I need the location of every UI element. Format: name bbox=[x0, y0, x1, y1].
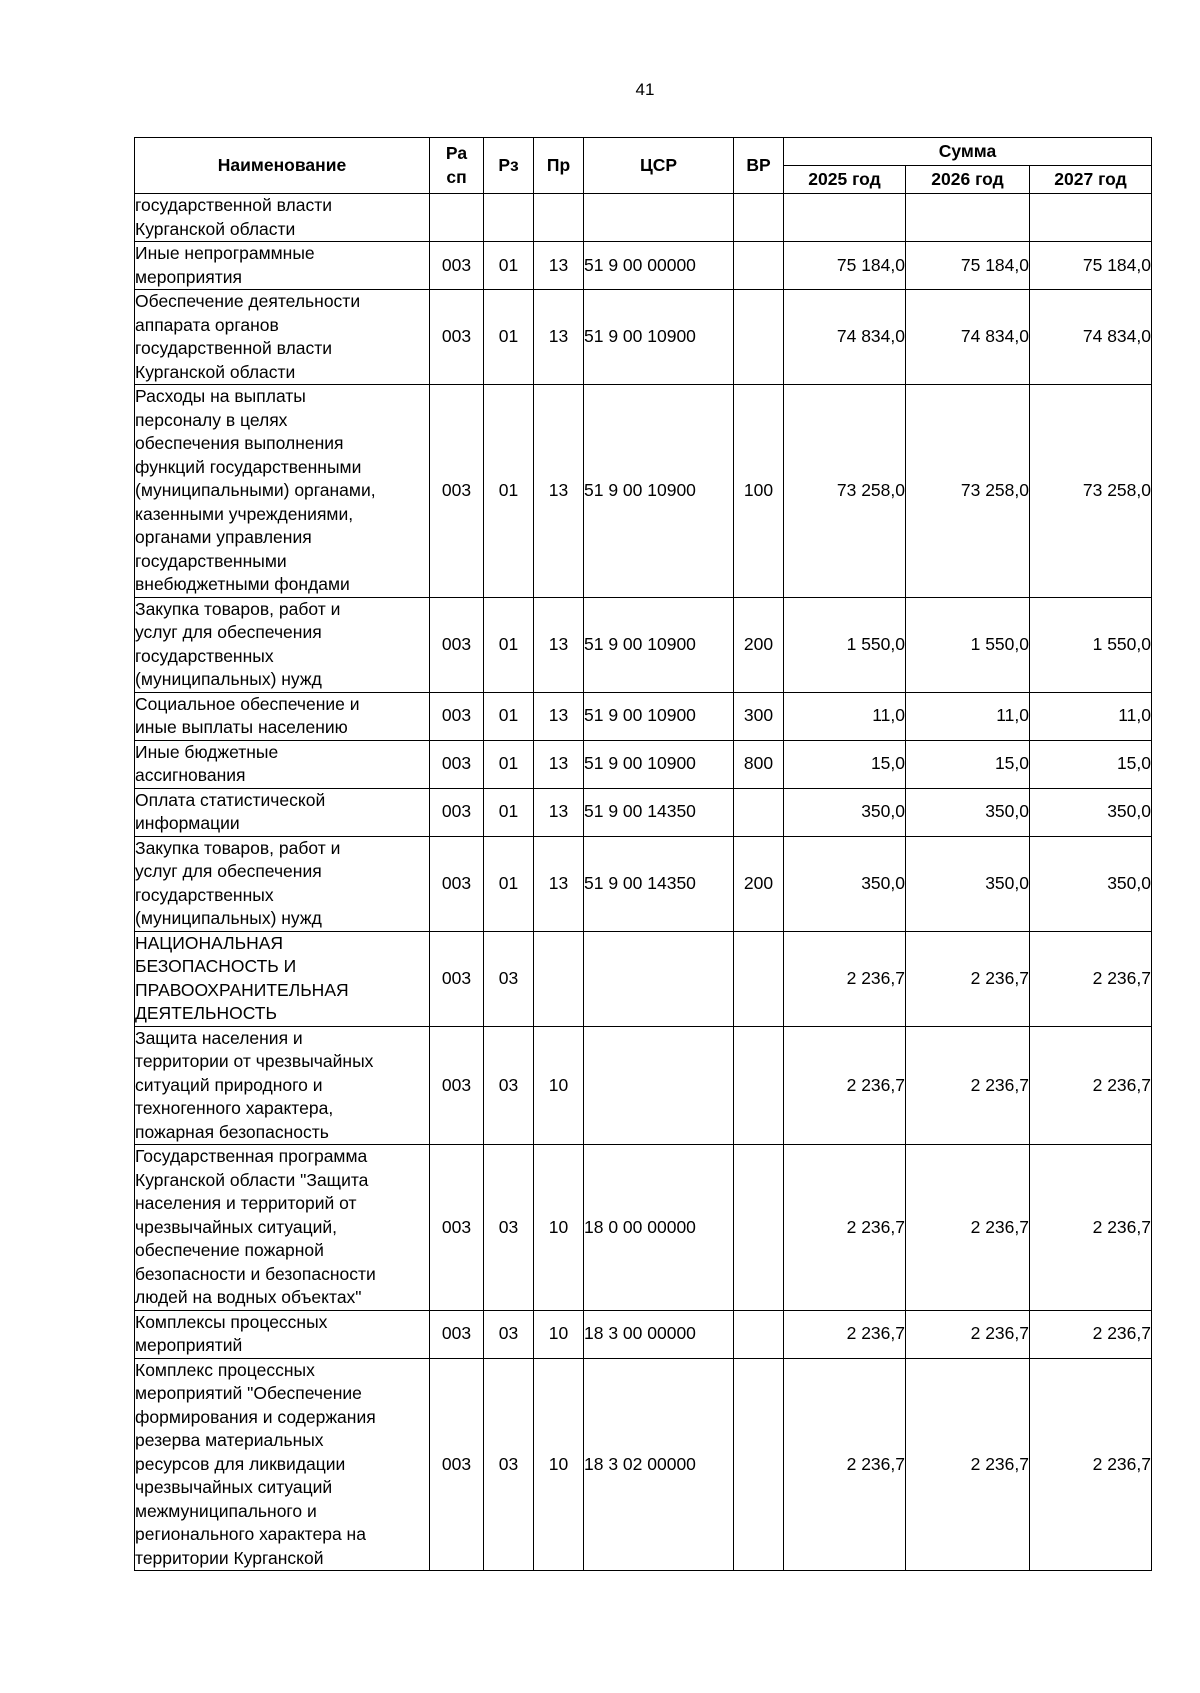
row-sum-2025: 15,0 bbox=[784, 740, 906, 788]
table-row bbox=[135, 788, 1152, 836]
row-rz: 01 bbox=[484, 740, 534, 788]
row-rasp: 003 bbox=[430, 931, 484, 1026]
row-csr bbox=[584, 194, 734, 242]
row-vr: 800 bbox=[734, 740, 784, 788]
header-rasp: Ра сп bbox=[430, 138, 484, 194]
row-rz: 03 bbox=[484, 1026, 534, 1145]
row-rasp: 003 bbox=[430, 385, 484, 598]
row-name: НАЦИОНАЛЬНАЯ БЕЗОПАСНОСТЬ И ПРАВООХРАНИТЕЛЬНАЯ ДЕЯТЕЛЬНОСТЬ bbox=[135, 931, 430, 1026]
row-sum-2027: 15,0 bbox=[1030, 740, 1152, 788]
row-rasp: 003 bbox=[430, 788, 484, 836]
row-csr: 51 9 00 14350 bbox=[584, 788, 734, 836]
row-sum-2026: 1 550,0 bbox=[906, 597, 1030, 692]
header-name: Наименование bbox=[135, 138, 430, 194]
row-rz: 01 bbox=[484, 290, 534, 385]
table-row bbox=[135, 740, 1152, 788]
row-sum-2025 bbox=[784, 194, 906, 242]
row-sum-2027 bbox=[1030, 194, 1152, 242]
header-rz: Рз bbox=[484, 138, 534, 194]
row-sum-2026: 15,0 bbox=[906, 740, 1030, 788]
row-pr: 10 bbox=[534, 1358, 584, 1571]
row-pr: 10 bbox=[534, 1145, 584, 1311]
row-pr: 13 bbox=[534, 788, 584, 836]
row-sum-2025: 350,0 bbox=[784, 788, 906, 836]
header-year-2026: 2026 год bbox=[906, 166, 1030, 194]
row-name: Закупка товаров, работ и услуг для обеспечения государственных (муниципальных) нужд bbox=[135, 836, 430, 931]
row-csr: 51 9 00 14350 bbox=[584, 836, 734, 931]
row-sum-2026: 350,0 bbox=[906, 788, 1030, 836]
row-vr bbox=[734, 1145, 784, 1311]
row-csr: 51 9 00 10900 bbox=[584, 597, 734, 692]
row-sum-2025: 75 184,0 bbox=[784, 242, 906, 290]
row-rasp: 003 bbox=[430, 740, 484, 788]
row-sum-2025: 2 236,7 bbox=[784, 1358, 906, 1571]
table-row bbox=[135, 1358, 1152, 1571]
row-name: Обеспечение деятельности аппарата органов государственной власти Курганской области bbox=[135, 290, 430, 385]
row-sum-2026: 75 184,0 bbox=[906, 242, 1030, 290]
row-name: Защита населения и территории от чрезвычайных ситуаций природного и техногенного характера, пожарная безопасность bbox=[135, 1026, 430, 1145]
row-rasp: 003 bbox=[430, 1145, 484, 1311]
row-vr bbox=[734, 788, 784, 836]
row-sum-2025: 2 236,7 bbox=[784, 1026, 906, 1145]
header-sum: Сумма bbox=[784, 138, 1152, 166]
table-row bbox=[135, 597, 1152, 692]
row-rz: 01 bbox=[484, 385, 534, 598]
row-csr: 51 9 00 10900 bbox=[584, 290, 734, 385]
row-sum-2027: 11,0 bbox=[1030, 692, 1152, 740]
row-sum-2026: 73 258,0 bbox=[906, 385, 1030, 598]
table-row bbox=[135, 1145, 1152, 1311]
row-sum-2025: 350,0 bbox=[784, 836, 906, 931]
row-vr bbox=[734, 242, 784, 290]
row-sum-2025: 11,0 bbox=[784, 692, 906, 740]
row-sum-2027: 75 184,0 bbox=[1030, 242, 1152, 290]
row-sum-2026: 11,0 bbox=[906, 692, 1030, 740]
row-rz bbox=[484, 194, 534, 242]
row-sum-2027: 2 236,7 bbox=[1030, 1026, 1152, 1145]
row-pr: 13 bbox=[534, 692, 584, 740]
row-rz: 03 bbox=[484, 931, 534, 1026]
row-rasp: 003 bbox=[430, 836, 484, 931]
row-name: Иные непрограммные мероприятия bbox=[135, 242, 430, 290]
row-rasp: 003 bbox=[430, 692, 484, 740]
table-row bbox=[135, 1310, 1152, 1358]
table-row bbox=[135, 290, 1152, 385]
row-csr: 51 9 00 10900 bbox=[584, 692, 734, 740]
row-name: Государственная программа Курганской области "Защита населения и территорий от чрезвычайных ситуаций, обеспечение пожарной безопасности и безопасности людей на водных объектах" bbox=[135, 1145, 430, 1311]
row-sum-2027: 74 834,0 bbox=[1030, 290, 1152, 385]
row-csr bbox=[584, 931, 734, 1026]
row-vr bbox=[734, 290, 784, 385]
row-sum-2025: 73 258,0 bbox=[784, 385, 906, 598]
row-name: Оплата статистической информации bbox=[135, 788, 430, 836]
row-vr bbox=[734, 1358, 784, 1571]
row-sum-2026: 74 834,0 bbox=[906, 290, 1030, 385]
header-year-2027: 2027 год bbox=[1030, 166, 1152, 194]
row-rasp: 003 bbox=[430, 1026, 484, 1145]
row-pr: 13 bbox=[534, 836, 584, 931]
row-sum-2025: 2 236,7 bbox=[784, 931, 906, 1026]
row-sum-2026 bbox=[906, 194, 1030, 242]
row-sum-2027: 350,0 bbox=[1030, 788, 1152, 836]
row-name: Иные бюджетные ассигнования bbox=[135, 740, 430, 788]
row-rasp bbox=[430, 194, 484, 242]
row-csr: 18 3 00 00000 bbox=[584, 1310, 734, 1358]
row-pr: 10 bbox=[534, 1310, 584, 1358]
row-csr: 18 3 02 00000 bbox=[584, 1358, 734, 1571]
table-row bbox=[135, 385, 1152, 598]
row-pr: 13 bbox=[534, 242, 584, 290]
row-rz: 01 bbox=[484, 692, 534, 740]
row-sum-2027: 2 236,7 bbox=[1030, 931, 1152, 1026]
row-rz: 01 bbox=[484, 836, 534, 931]
row-pr bbox=[534, 194, 584, 242]
row-name: Комплексы процессных мероприятий bbox=[135, 1310, 430, 1358]
table-row bbox=[135, 931, 1152, 1026]
table-row bbox=[135, 1026, 1152, 1145]
row-rz: 03 bbox=[484, 1145, 534, 1311]
table-row bbox=[135, 836, 1152, 931]
row-rz: 03 bbox=[484, 1358, 534, 1571]
header-csr: ЦСР bbox=[584, 138, 734, 194]
row-vr bbox=[734, 1310, 784, 1358]
table-row bbox=[135, 194, 1152, 242]
page-number: 41 bbox=[635, 80, 655, 99]
row-name: Расходы на выплаты персоналу в целях обеспечения выполнения функций государственными (муниципальными) органами, казенными учреждениями, органами управления государственными внебюджетными фондами bbox=[135, 385, 430, 598]
table-row bbox=[135, 242, 1152, 290]
row-vr bbox=[734, 194, 784, 242]
row-sum-2026: 2 236,7 bbox=[906, 1358, 1030, 1571]
header-year-2025: 2025 год bbox=[784, 166, 906, 194]
row-sum-2027: 350,0 bbox=[1030, 836, 1152, 931]
row-csr: 51 9 00 00000 bbox=[584, 242, 734, 290]
row-rasp: 003 bbox=[430, 290, 484, 385]
table-body bbox=[135, 194, 1152, 1571]
row-vr bbox=[734, 931, 784, 1026]
row-csr bbox=[584, 1026, 734, 1145]
header-pr: Пр bbox=[534, 138, 584, 194]
row-csr: 51 9 00 10900 bbox=[584, 740, 734, 788]
row-sum-2026: 2 236,7 bbox=[906, 1310, 1030, 1358]
row-sum-2027: 73 258,0 bbox=[1030, 385, 1152, 598]
row-sum-2027: 2 236,7 bbox=[1030, 1310, 1152, 1358]
row-vr: 200 bbox=[734, 597, 784, 692]
table-header bbox=[135, 138, 1152, 194]
row-vr bbox=[734, 1026, 784, 1145]
row-pr bbox=[534, 931, 584, 1026]
row-vr: 300 bbox=[734, 692, 784, 740]
row-pr: 13 bbox=[534, 740, 584, 788]
row-name: Закупка товаров, работ и услуг для обеспечения государственных (муниципальных) нужд bbox=[135, 597, 430, 692]
row-rasp: 003 bbox=[430, 242, 484, 290]
row-rasp: 003 bbox=[430, 597, 484, 692]
row-csr: 51 9 00 10900 bbox=[584, 385, 734, 598]
row-sum-2027: 2 236,7 bbox=[1030, 1145, 1152, 1311]
row-pr: 10 bbox=[534, 1026, 584, 1145]
row-name: Комплекс процессных мероприятий "Обеспечение формирования и содержания резерва материальных ресурсов для ликвидации чрезвычайных ситуаций межмуниципального и регионального характера на территории Курганской bbox=[135, 1358, 430, 1571]
row-rz: 01 bbox=[484, 788, 534, 836]
row-rasp: 003 bbox=[430, 1310, 484, 1358]
row-rz: 01 bbox=[484, 597, 534, 692]
row-sum-2025: 2 236,7 bbox=[784, 1310, 906, 1358]
row-sum-2027: 1 550,0 bbox=[1030, 597, 1152, 692]
row-pr: 13 bbox=[534, 290, 584, 385]
budget-table bbox=[134, 137, 1152, 1571]
header-vr: ВР bbox=[734, 138, 784, 194]
row-sum-2026: 2 236,7 bbox=[906, 1026, 1030, 1145]
row-csr: 18 0 00 00000 bbox=[584, 1145, 734, 1311]
row-name: государственной власти Курганской области bbox=[135, 194, 430, 242]
row-rz: 03 bbox=[484, 1310, 534, 1358]
row-sum-2026: 2 236,7 bbox=[906, 1145, 1030, 1311]
row-vr: 100 bbox=[734, 385, 784, 598]
row-name: Социальное обеспечение и иные выплаты населению bbox=[135, 692, 430, 740]
row-vr: 200 bbox=[734, 836, 784, 931]
row-sum-2027: 2 236,7 bbox=[1030, 1358, 1152, 1571]
row-sum-2025: 2 236,7 bbox=[784, 1145, 906, 1311]
row-pr: 13 bbox=[534, 597, 584, 692]
table-row bbox=[135, 692, 1152, 740]
row-sum-2026: 2 236,7 bbox=[906, 931, 1030, 1026]
row-sum-2026: 350,0 bbox=[906, 836, 1030, 931]
row-rasp: 003 bbox=[430, 1358, 484, 1571]
row-pr: 13 bbox=[534, 385, 584, 598]
row-sum-2025: 74 834,0 bbox=[784, 290, 906, 385]
row-sum-2025: 1 550,0 bbox=[784, 597, 906, 692]
row-rz: 01 bbox=[484, 242, 534, 290]
